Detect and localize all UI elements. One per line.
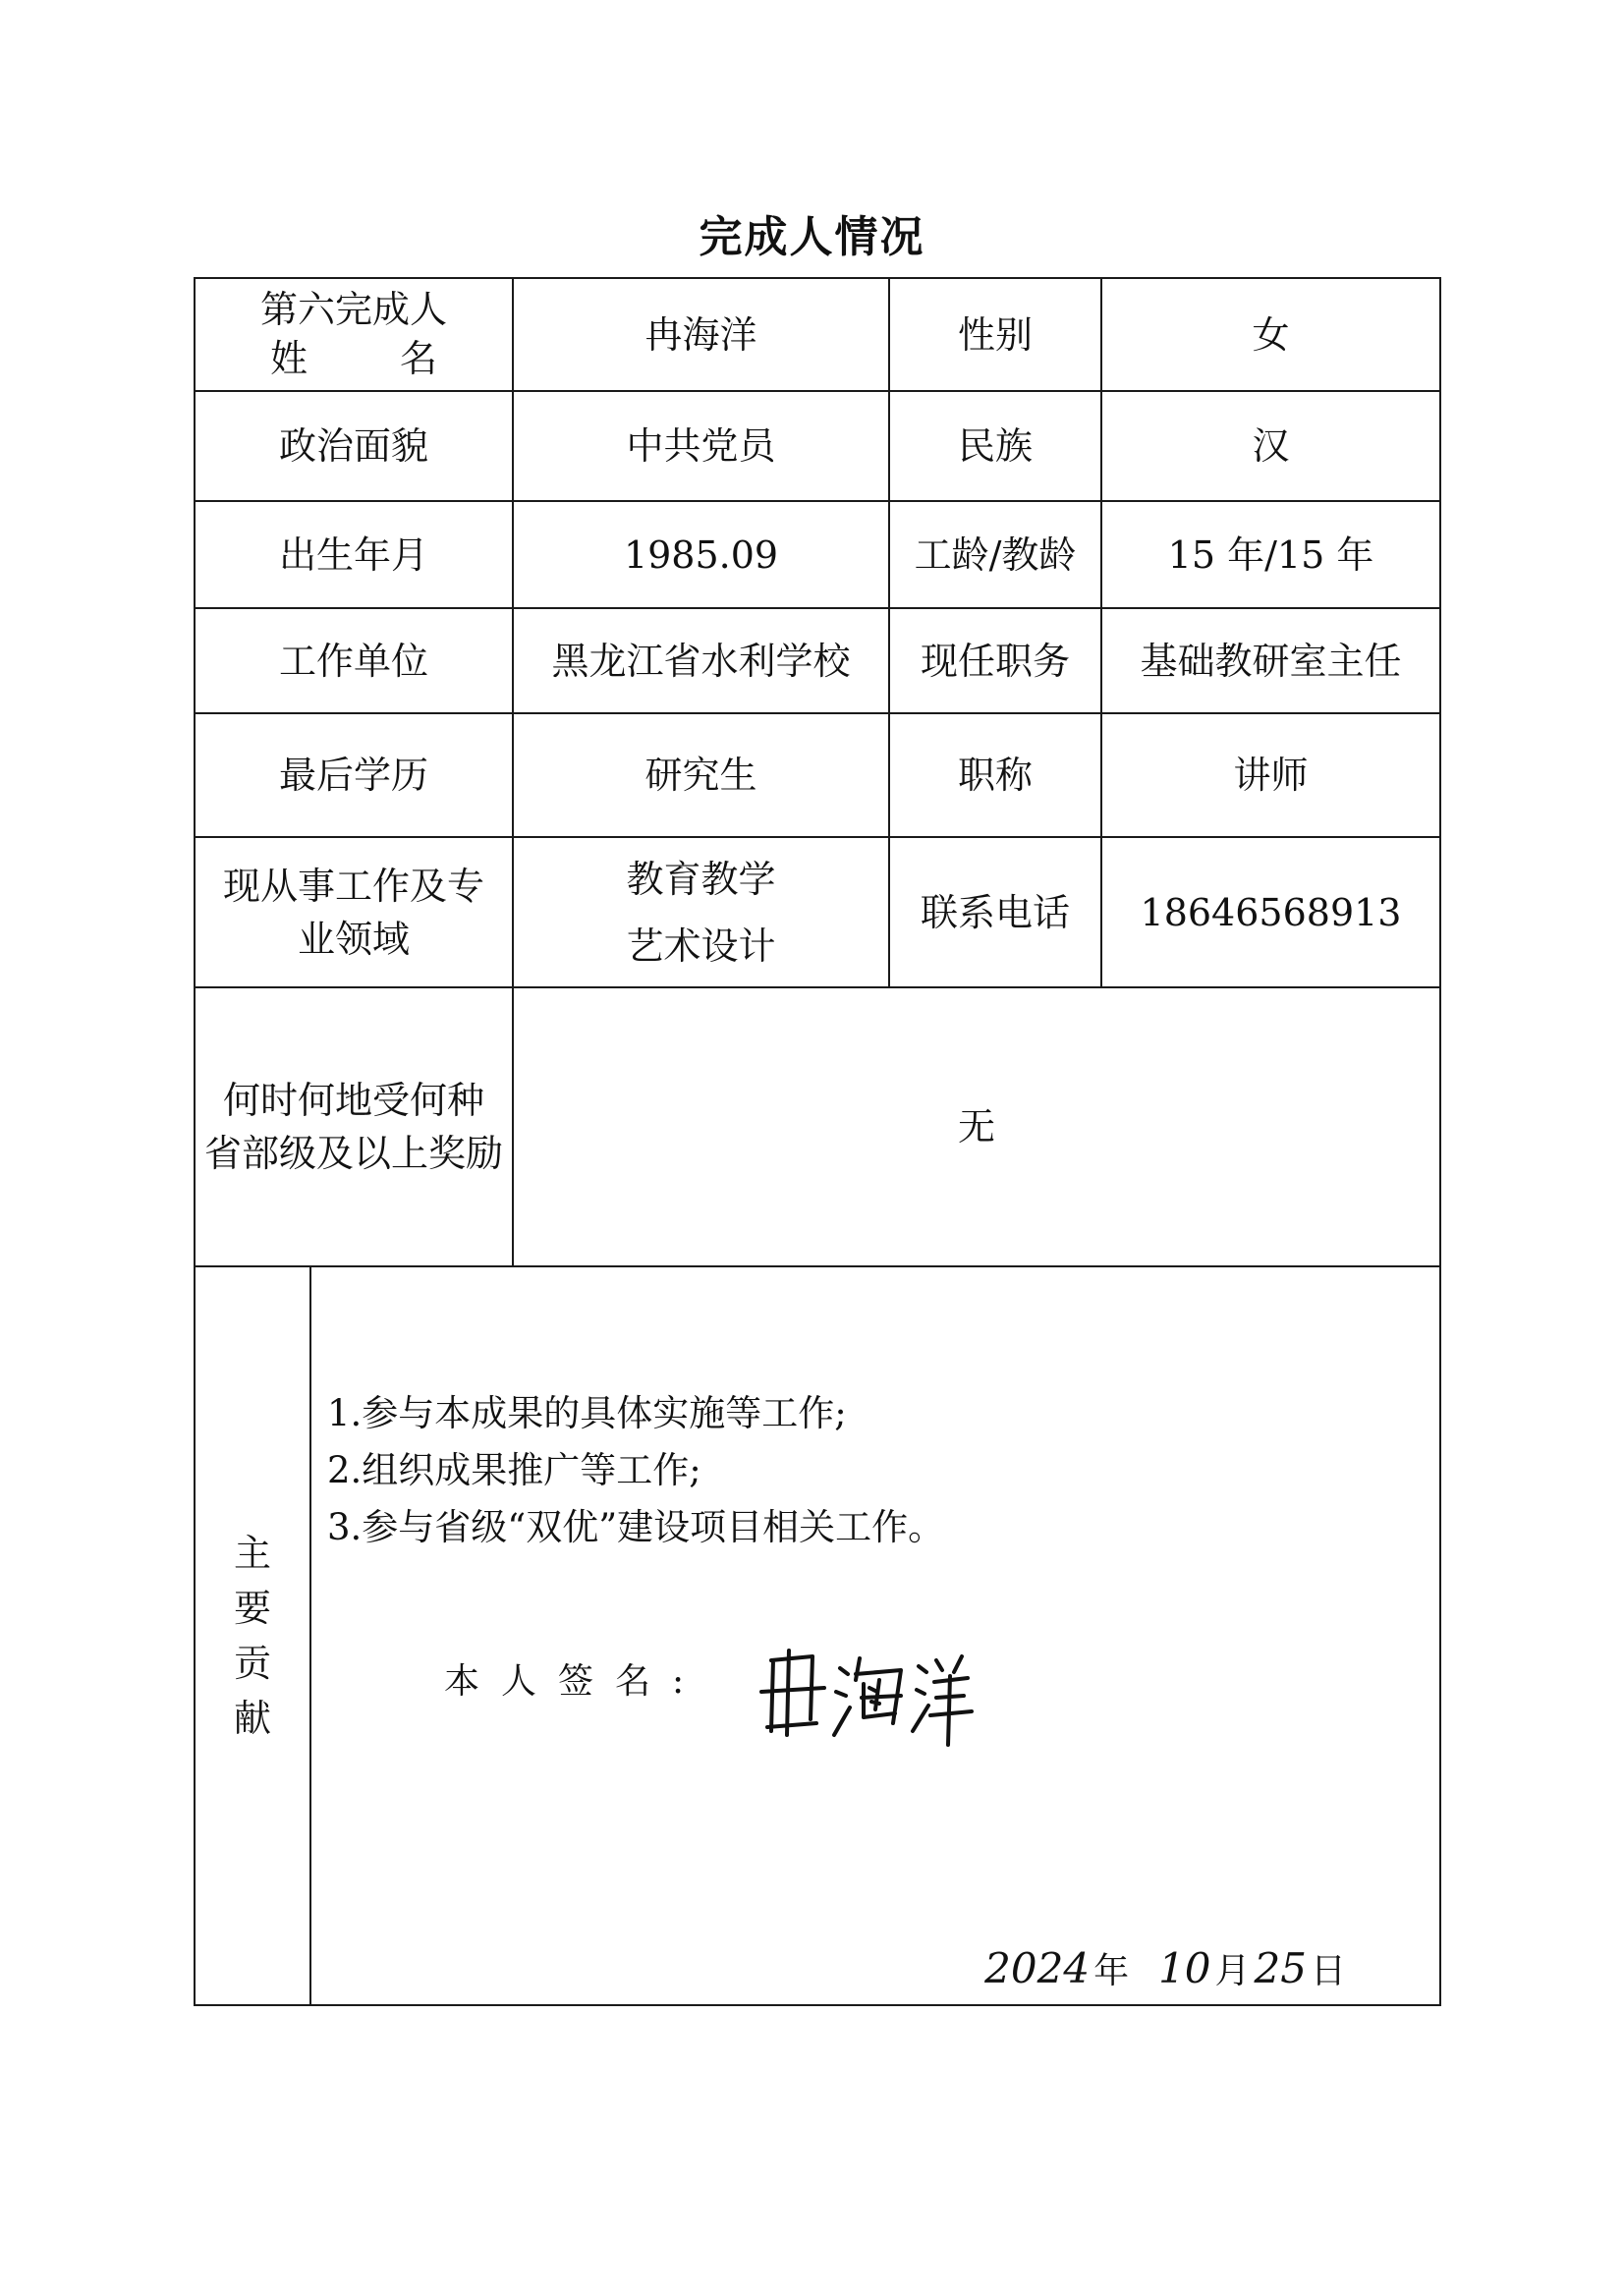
- gender-value: 女: [1101, 278, 1440, 391]
- ethnicity-label: 民族: [889, 391, 1101, 501]
- education-label: 最后学历: [195, 713, 513, 837]
- table-row: [195, 608, 1440, 713]
- political-value: 中共党员: [513, 391, 889, 501]
- field-value-line2: 艺术设计: [626, 924, 776, 968]
- table-row: [195, 713, 1440, 837]
- ethnicity-value: 汉: [1101, 391, 1440, 501]
- contribution-list: [327, 1385, 1429, 1556]
- title-label: 职称: [889, 713, 1101, 837]
- table-row: [195, 837, 1440, 987]
- field-label-line1: 现从事工作及专: [223, 864, 485, 908]
- table-row: [195, 501, 1440, 608]
- name-label-char2: 名: [399, 336, 437, 380]
- contribution-label-char: 主: [233, 1532, 271, 1575]
- title-value: 讲师: [1101, 713, 1440, 837]
- education-value: 研究生: [513, 713, 889, 837]
- personnel-info-table: [194, 277, 1441, 2006]
- list-item: 2.组织成果推广等工作;: [327, 1449, 701, 1491]
- awards-label-line2: 省部级及以上奖励: [204, 1132, 504, 1175]
- date-year-unit: 年: [1093, 1951, 1130, 1991]
- contribution-label-char: 要: [233, 1587, 271, 1630]
- birth-value: 1985.09: [513, 501, 889, 608]
- date-month: 10: [1158, 1944, 1211, 1992]
- table-row: [195, 1266, 1440, 2005]
- name-label-char1: 姓: [270, 336, 308, 380]
- signature-label: 本人签名:: [444, 1661, 706, 1702]
- name-label-cell: [195, 278, 513, 391]
- handwritten-signature: [754, 1641, 980, 1749]
- date-year: 2024: [984, 1944, 1091, 1992]
- table-row: [195, 278, 1440, 391]
- employer-value: 黑龙江省水利学校: [513, 608, 889, 713]
- political-label: 政治面貌: [195, 391, 513, 501]
- signature-date: [984, 1942, 1346, 1998]
- phone-value: 18646568913: [1101, 837, 1440, 987]
- employer-label: 工作单位: [195, 608, 513, 713]
- page-title: 完成人情况: [699, 212, 925, 262]
- contribution-label-cell: [195, 1266, 310, 2005]
- awards-value: 无: [513, 987, 1440, 1266]
- awards-label-cell: [195, 987, 513, 1266]
- phone-label: 联系电话: [889, 837, 1101, 987]
- date-day-unit: 日: [1311, 1951, 1347, 1991]
- gender-label: 性别: [889, 278, 1101, 391]
- table-row: [195, 987, 1440, 1266]
- field-label-cell: [195, 837, 513, 987]
- position-label: 现任职务: [889, 608, 1101, 713]
- date-month-unit: 月: [1214, 1951, 1251, 1991]
- contribution-content: [310, 1266, 1440, 2005]
- list-item: 3.参与省级“双优”建设项目相关工作。: [327, 1506, 945, 1548]
- seniority-value: 15 年/15 年: [1101, 501, 1440, 608]
- contribution-label-char: 献: [233, 1697, 271, 1740]
- field-value-cell: [513, 837, 889, 987]
- contribution-label-char: 贡: [233, 1642, 271, 1685]
- position-value: 基础教研室主任: [1101, 608, 1440, 713]
- field-value-line1: 教育教学: [626, 857, 776, 901]
- list-item: 1.参与本成果的具体实施等工作;: [327, 1392, 847, 1434]
- awards-label-line1: 何时何地受何种: [223, 1079, 485, 1122]
- table-row: [195, 391, 1440, 501]
- field-label-line2: 业领域: [298, 917, 411, 961]
- seniority-label: 工龄/教龄: [889, 501, 1101, 608]
- name-value: 冉海洋: [513, 278, 889, 391]
- birth-label: 出生年月: [195, 501, 513, 608]
- date-day: 25: [1254, 1944, 1307, 1992]
- name-label-line1: 第六完成人: [260, 287, 448, 331]
